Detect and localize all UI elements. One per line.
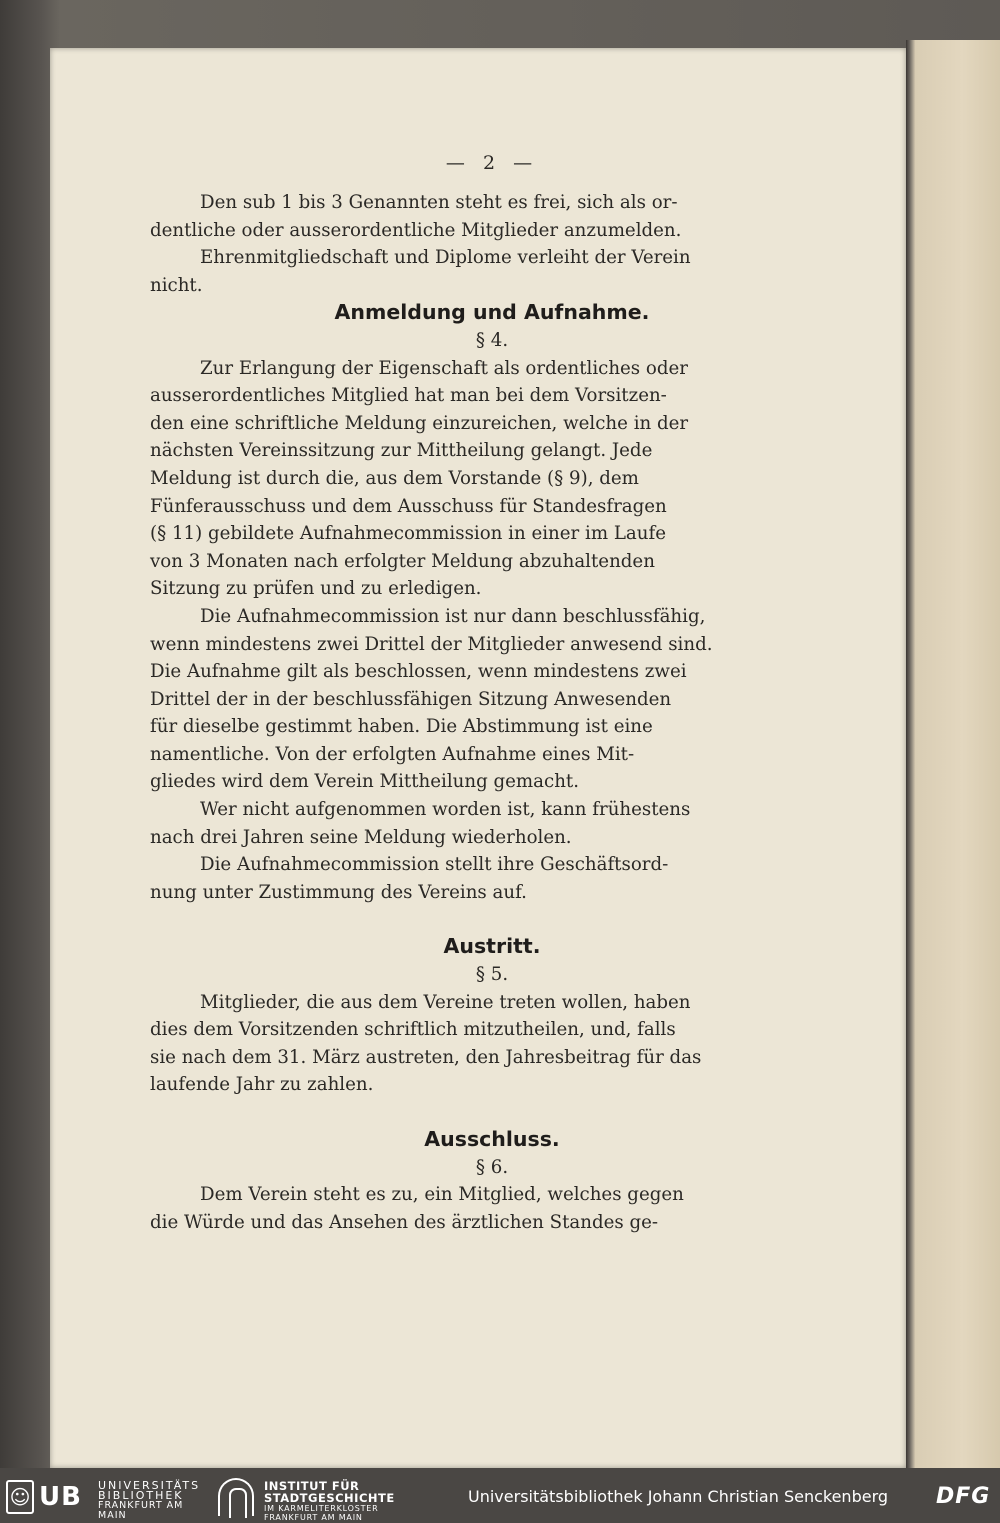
text-line: den eine schriftliche Meldung einzureichen, welche in der xyxy=(150,412,689,434)
text-line: die Würde und das Ansehen des ärztlichen Standes ge- xyxy=(150,1211,659,1233)
text-line: Fünferausschuss und dem Ausschuss für Standesfragen xyxy=(150,495,667,517)
isg-line3: IM KARMELITERKLOSTER xyxy=(264,1504,379,1513)
text-line: nach drei Jahren seine Meldung wiederholen. xyxy=(150,826,572,848)
text-line: Wer nicht aufgenommen worden ist, kann frühestens xyxy=(200,799,691,821)
isg-line2: STADTGESCHICHTE xyxy=(264,1491,395,1505)
text-line: Dem Verein steht es zu, ein Mitglied, welches gegen xyxy=(200,1184,684,1206)
isg-line4: FRANKFURT AM MAIN xyxy=(264,1513,363,1522)
text-line: für dieselbe gestimmt haben. Die Abstimmung ist eine xyxy=(150,716,653,738)
text-line: Zur Erlangung der Eigenschaft als ordentliches oder xyxy=(200,357,688,379)
text-line: Die Aufnahmecommission ist nur dann beschlussfähig, xyxy=(200,605,706,627)
text-line: Die Aufnahme gilt als beschlossen, wenn mindestens zwei xyxy=(150,661,687,683)
text-line: Drittel der in der beschlussfähigen Sitzung Anwesenden xyxy=(150,688,672,710)
ub-wordmark xyxy=(98,1481,206,1521)
text-line: nung unter Zustimmung des Vereins auf. xyxy=(150,881,527,903)
text-line: dies dem Vorsitzenden schriftlich mitzutheilen, und, falls xyxy=(150,1019,676,1041)
ub-line3: FRANKFURT AM MAIN xyxy=(98,1500,184,1521)
text-line: Meldung ist durch die, aus dem Vorstande (§ 9), dem xyxy=(150,467,639,489)
text-line: gliedes wird dem Verein Mittheilung gemacht. xyxy=(150,771,579,793)
section-number-5: § 5. xyxy=(475,964,509,986)
isg-logo[interactable] xyxy=(218,1476,458,1522)
text-line: laufende Jahr zu zahlen. xyxy=(150,1074,374,1096)
text-line: wenn mindestens zwei Drittel der Mitglieder anwesend sind. xyxy=(150,633,713,655)
spacer xyxy=(150,906,790,933)
text-line: Die Aufnahmecommission stellt ihre Geschäftsord- xyxy=(200,854,669,876)
footer-bar xyxy=(0,1468,1000,1523)
ub-line2: BIBLIOTHEK xyxy=(98,1489,184,1502)
isg-wordmark xyxy=(264,1480,395,1522)
section-heading-austritt: Austritt. xyxy=(443,934,541,959)
text-line: dentliche oder ausserordentliche Mitglieder anzumelden. xyxy=(150,219,682,241)
text-line: Mitglieder, die aus dem Vereine treten wollen, haben xyxy=(200,991,691,1013)
section-heading-ausschluss: Ausschluss. xyxy=(424,1127,560,1151)
page-text xyxy=(150,150,790,1236)
text-line: ausserordentliches Mitglied hat man bei dem Vorsitzen- xyxy=(150,385,667,407)
text-line: Sitzung zu prüfen und zu erledigen. xyxy=(150,578,482,600)
dfg-logo[interactable]: DFG xyxy=(936,1484,991,1509)
ub-logo[interactable] xyxy=(6,1478,206,1521)
section-heading-anmeldung: Anmeldung und Aufnahme. xyxy=(334,300,650,325)
page-number: — 2 — xyxy=(445,152,539,174)
section-number-4: § 4. xyxy=(475,329,509,351)
text-line: von 3 Monaten nach erfolgter Meldung abzuhaltenden xyxy=(150,550,655,572)
ub-emblem-icon: ☺ xyxy=(6,1480,34,1514)
arch-icon xyxy=(218,1478,254,1516)
adjacent-page-edge xyxy=(906,40,1000,1468)
text-line: Ehrenmitgliedschaft und Diplome verleiht der Verein xyxy=(200,247,691,269)
section-number-6: § 6. xyxy=(475,1156,509,1178)
spacer xyxy=(150,1099,790,1126)
text-line: Den sub 1 bis 3 Genannten steht es frei, sich als or- xyxy=(200,192,678,213)
text-line: sie nach dem 31. März austreten, den Jahresbeitrag für das xyxy=(150,1046,702,1068)
text-line: nicht. xyxy=(150,274,203,296)
ub-line1: UNIVERSITÄTS xyxy=(98,1479,201,1492)
text-line: (§ 11) gebildete Aufnahmecommission in einer im Laufe xyxy=(150,523,666,545)
isg-line1: INSTITUT FÜR xyxy=(264,1479,360,1493)
ub-mark: UB xyxy=(39,1482,82,1512)
text-line: nächsten Vereinssitzung zur Mittheilung gelangt. Jede xyxy=(150,440,653,462)
text-line: namentliche. Von der erfolgten Aufnahme eines Mit- xyxy=(150,743,635,765)
library-name[interactable]: Universitätsbibliothek Johann Christian Senckenberg xyxy=(468,1487,889,1506)
